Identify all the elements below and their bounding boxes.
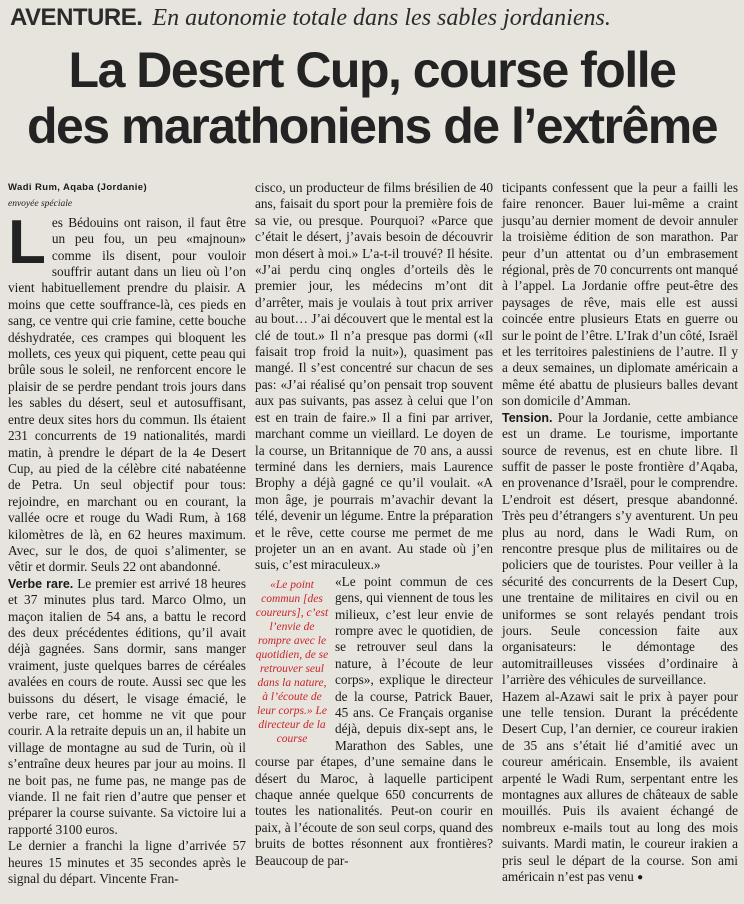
paragraph: ticipants confessent que la peur a failli les faire renoncer. Bauer lui-même a craint jusqu’au dernier moment de devoir annuler la troisième édition de son marathon. Par peur d’un attentat ou d’un embrasement régional, près de 70 concurrents ont manqué à l’appel. La Jordanie offre peut-être des paysages de rêve, mais elle est aussi coincée entre plusieurs Etats en guerre ou sur le point de l’être. L’Irak d’un côté, Israël et les territoires palestiniens de l’autre. Il y a deux semaines, un diplomate américain a même été abattu de plusieurs balles devant son domicile d’Amman. bbox=[502, 180, 738, 409]
paragraph-text: Le premier est arrivé 18 heures et 37 minutes plus tard. Marco Olmo, un maçon italien de 54 ans, a battu le record des deux précédentes éditions, qu’il avait déjà gagnées. Sans dormir, sans manger vraiment, juste quelques barres de céréales avalées en cours de route. Aussi sec que les buissons du désert, le visage émacié, le verbe rare, cet homme ne vit que pour courir. A la retraite depuis un an, il habite un village de montagne au sud de Turin, où il s’entraîne deux heures par jour au moins. Il ne boit pas, ne fume pas, ne mange pas de viande. Il ne fait rien d’autre que penser et préparer la course suivante. Sa victoire lui a rapporté 3100 euros. bbox=[8, 575, 246, 837]
rubric-label: AVENTURE. bbox=[10, 4, 143, 31]
paragraph bbox=[502, 410, 738, 689]
headline-line-2: des marathoniens de l’extrême bbox=[26, 98, 718, 154]
paragraph: Le dernier a franchi la ligne d’arrivée 57 heures 15 minutes et 35 secondes après le signal du départ. Vincente Fran- bbox=[8, 838, 246, 887]
article-column-2 bbox=[255, 180, 493, 869]
paragraph-text: cisco, un producteur de films brésilien de 40 ans, faisait du sport pour la première fois de sa vie, ou presque. Pourquoi? «Parce que c’était le désert, j’avais besoin de découvrir mon désert à moi.» L’a-t-il trouvé? Il hésite. «J’ai perdu cinq ongles d’orteils dès le premier jour, les médecins m’ont dit d’arrêter, mais je voulais à tout prix arriver au bout… J’ai découvert que le mental est la clé de tout.» Il n’a presque pas dormi («Il faisait trop froid la nuit»), quasiment pas mangé. Il s’est concentré sur chacun de ses pas: «J’ai réalisé qu’on pensait trop souvent aux pas suivants, pas assez à celui que l’on est en train de faire.» Il a fini par arriver, marchant comme un vieillard. Le doyen de la course, un Britannique de 70 ans, a aussi terminé dans les derniers, mais Laurence Brophy a déjà gagné ce qu’il voulait. «A mon âge, je pourrais m’avachir devant la télé, devenir un légume. Entre la préparation et le rêve, cette course me permet de me projeter un an en avant. Au stade où j’en suis, c’est miraculeux.» bbox=[255, 180, 493, 573]
paragraph-text: Pour la Jordanie, cette ambiance est un drame. Le tourisme, importante source de revenus, est en chute libre. Il suffit de passer le poste frontière d’Aqaba, en provenance d’Israël, pour le comprendre. L’endroit est désert, presque abandonné. Très peu d’étrangers s’y aventurent. Un peu plus au nord, dans le Wadi Rum, on rencontre presque plus de militaires ou de policiers que de touristes. Pour veiller à la sécurité des concurrents de la Desert Cup, une trentaine de militaires en civil ou en uniformes se sont relayés pendant trois jours. Seule concession faite aux organisateurs: le démontage des automitrailleuses vissées d’ordinaire à l’arrière des véhicules de surveillance. bbox=[502, 409, 738, 688]
paragraph-text: es Bédouins ont raison, il faut être un peu fou, un peu «majnoun» comme ils disent, pour vouloir souffrir autant dans un lieu où l’on vient habituellement prendre du plaisir. A moins que cette souffrance-là, ces pieds en sang, ce ventre qui crie famine, cette bouche déshydratée, ces crampes qui bloquent les mollets, ces yeux qui piquent, cette peau qui brûle sous le soleil, ne renforcent encore le plaisir de se perdre pendant trois jours dans les sables du désert, seul et autosuffisant, entre deux sites hors du commun. Ils étaient 231 concurrents de 19 nationalités, mardi matin, à prendre le départ de la 4e Desert Cup, au pied de la célèbre cité nabatéenne de Petra. Un seul objectif pour tous: rejoindre, en marchant ou en courant, la vallée ocre et rouge du Wadi Rum, à 168 kilomètres de là, en 62 heures maximum. Avec, sur le dos, de quoi s’alimenter, se vêtir et dormir. Seuls 22 ont abandonné. bbox=[8, 214, 246, 575]
paragraph bbox=[8, 576, 246, 839]
subhead: Tension. bbox=[502, 410, 553, 425]
headline bbox=[0, 42, 744, 154]
byline: envoyée spéciale bbox=[8, 199, 73, 210]
kicker bbox=[10, 4, 611, 32]
paragraph bbox=[502, 689, 738, 887]
subhead: Verbe rare. bbox=[8, 576, 74, 591]
dateline: Wadi Rum, Aqaba (Jordanie) bbox=[8, 182, 148, 193]
paragraph-text: «Le point commun de ces gens, qui viennent de tous les milieux, c’est leur envie de rompre avec le quotidien, de se retrouver seul dans la nature, à l’écoute de leur corps», explique le directeur de la course, Patrick Bauer, 45 ans. Ce Français organise déjà, depuis dix-sept ans, le Marathon des Sables, une course par étapes, d’une semaine dans le désert du Maroc, à laquelle participent chaque année quelque 650 concurrents de toutes les nationalités. Peut-on courir en paix, à l’écoute de son seul corps, quand des bruits de bottes résonnent aux frontières? Beaucoup de par- bbox=[255, 573, 493, 868]
paragraph bbox=[8, 207, 246, 576]
end-mark-icon: ● bbox=[637, 871, 644, 883]
pull-quote: «Le point commun [des coureurs], c’est l’envie de rompre avec le quotidien, de se retrouver seul dans la nature, à l’écoute de leur corps.» Le directeur de la course bbox=[255, 578, 329, 745]
kicker-subtitle: En autonomie totale dans les sables jordaniens. bbox=[152, 5, 611, 31]
paragraph bbox=[255, 574, 493, 869]
article-column-1 bbox=[8, 180, 246, 887]
article-column-3 bbox=[502, 180, 738, 886]
drop-cap: L bbox=[8, 207, 46, 277]
paragraph bbox=[255, 180, 493, 574]
paragraph-text: Hazem al-Azawi sait le prix à payer pour une telle tension. Durant la précédente Desert Cup, l’an dernier, ce coureur irakien de 35 ans s’était lié d’amitié avec un coureur américain. Ensemble, ils avaient arpenté le Wadi Rum, serpentant entre les montagnes aux allures de châteaux de sable mouillés. Puis ils avaient échangé de nombreux e-mails tout au long des mois suivants. Mardi matin, le coureur irakien a pris seul le départ de la course. Son ami américain n’est pas venu bbox=[502, 688, 738, 885]
headline-line-1: La Desert Cup, course folle bbox=[68, 42, 676, 98]
